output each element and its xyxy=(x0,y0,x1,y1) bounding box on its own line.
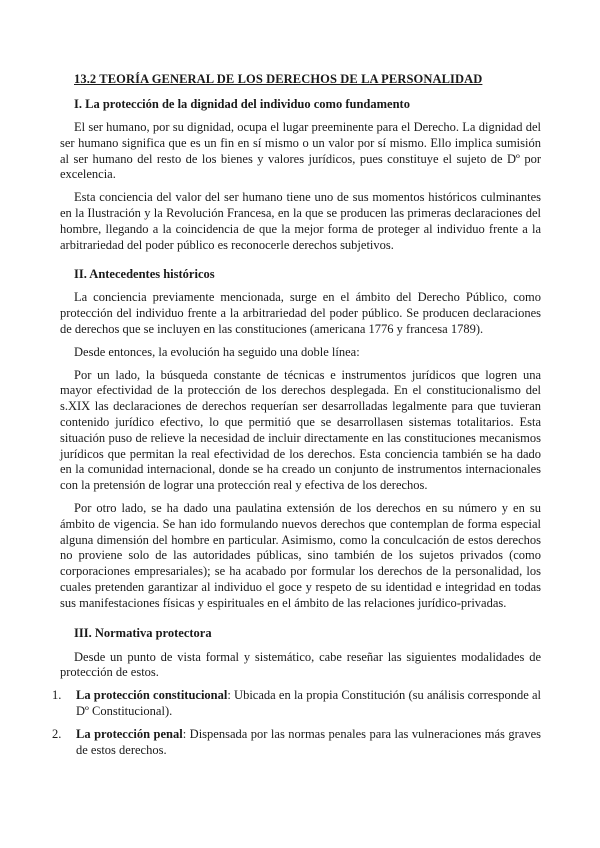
paragraph: El ser humano, por su dignidad, ocupa el lugar preeminente para el Derecho. La dignidad del ser humano significa que es un fin en sí mismo o un valor por sí mismo. Ello implica sumisión al ser humano del resto de los bienes y valores jurídicos, pues constituye el sujeto de Dº por excelencia. xyxy=(60,120,541,182)
list-item-text: : Dispensada por las normas penales para las vulneraciones más graves de estos derechos. xyxy=(76,726,541,757)
paragraph: Por un lado, la búsqueda constante de técnicas e instrumentos jurídicos que logren una mayor efectividad de la protección de los derechos desplegada. En el constitucionalismo del s.XIX las declaraciones de derechos requerían ser desarrolladas legalmente para que tuvieran contenido jurídico efectivo, lo que permitió que se desarrollasen sistemas totalitarios. Esta situación puso de relieve la necesidad de incluir directamente en las constituciones mecanismos jurídicos que permitan la real efectividad de los derechos. Esta conciencia también se ha dado en la comunidad internacional, donde se ha creado un conjunto de instrumentos internacionales con la pretensión de lograr una protección real y efectiva de los derechos. xyxy=(60,367,541,493)
section-heading-2: II. Antecedentes históricos xyxy=(74,267,215,282)
section-heading-1: I. La protección de la dignidad del individuo como fundamento xyxy=(74,97,410,111)
paragraph: Por otro lado, se ha dado una paulatina extensión de los derechos en su número y en su ámbito de vigencia. Se han ido formulando nuevos derechos que contemplan de forma especial alguna dimensión del hombre en particular. Asimismo, como la conculcación de estos derechos no proviene solo de las autoridades públicas, sino también de los sujetos privados (como corporaciones empresariales); se ha acabado por formular los derechos de la personalidad, los cuales pretenden garantizar al individuo el goce y respeto de su identidad e integridad en todas sus manifestaciones físicas y espirituales en el ámbito de las relaciones jurídico-privadas. xyxy=(60,500,541,610)
list-item xyxy=(52,726,541,759)
section-heading-3: III. Normativa protectora xyxy=(74,625,212,640)
list-item-title: La protección constitucional xyxy=(76,688,228,703)
list-number: 2. xyxy=(52,726,62,741)
document-title: 13.2 TEORÍA GENERAL DE LOS DERECHOS DE LA PERSONALIDAD xyxy=(74,72,483,86)
list-number: 1. xyxy=(52,688,62,703)
paragraph: Desde entonces, la evolución ha seguido una doble línea: xyxy=(74,344,360,359)
protection-list xyxy=(52,688,542,758)
paragraph: Esta conciencia del valor del ser humano tiene uno de sus momentos históricos culminantes en la Ilustración y la Revolución Francesa, en la que se producen las primeras declaraciones del hombre, llegando a la coincidencia de que la mejor forma de proteger al individuo frente a la arbitrariedad del poder público es reconocerle derechos subjetivos. xyxy=(60,190,541,252)
list-item xyxy=(52,688,542,720)
list-item-title: La protección penal xyxy=(76,726,183,741)
list-item-text: : Ubicada en la propia Constitución (su análisis corresponde al Dº Constitucional). xyxy=(76,688,542,718)
paragraph: Desde un punto de vista formal y sistemático, cabe reseñar las siguientes modalidades de protección de estos. xyxy=(60,649,541,680)
paragraph: La conciencia previamente mencionada, surge en el ámbito del Derecho Público, como protección del individuo frente a la arbitrariedad del poder público. Se producen declaraciones de derechos que se incluyen en las constituciones (americana 1776 y francesa 1789). xyxy=(60,290,541,336)
